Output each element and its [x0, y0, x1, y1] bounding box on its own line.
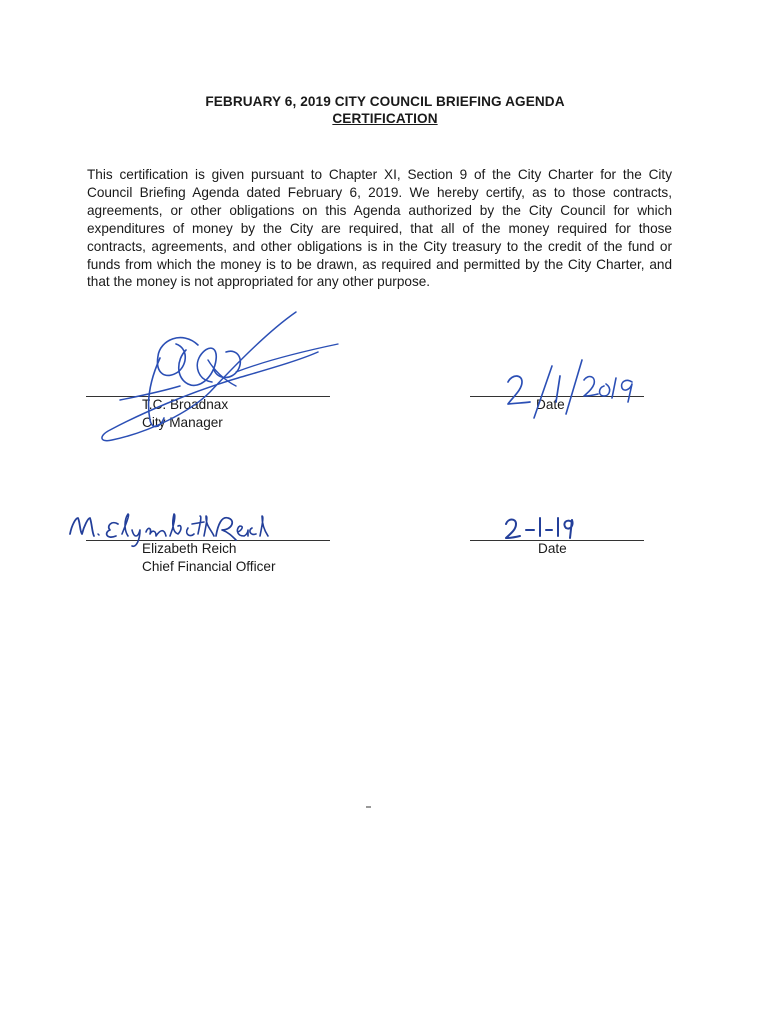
scan-speck [366, 806, 371, 808]
signer-name-city-manager: T.C. Broadnax [142, 397, 229, 412]
date-label-city-manager: Date [536, 397, 565, 412]
signer-name-cfo: Elizabeth Reich [142, 541, 237, 556]
certification-paragraph: This certification is given pursuant to Chapter XI, Section 9 of the City Charter for the City Council Briefing Agenda dated February 6, 2019. We hereby certify, as to those contracts, agreements, or other obligations on this Agenda authorized by the City Council for which expenditures of money by the City are required, that all of the money required for those contracts, agreements, and other obligations is in the City treasury to the credit of the fund or funds from which the money is to be drawn, as required and permitted by the City Charter, and that the money is not appropriated for any other purpose. [87, 167, 672, 290]
signer-title-cfo: Chief Financial Officer [142, 559, 276, 574]
document-title: FEBRUARY 6, 2019 CITY COUNCIL BRIEFING AGENDA [205, 94, 565, 109]
signer-title-city-manager: City Manager [142, 415, 223, 430]
date-label-cfo: Date [538, 541, 567, 556]
document-subtitle: CERTIFICATION [332, 111, 438, 126]
cfo-handwritten-date [506, 518, 573, 538]
city-manager-handwritten-date [508, 360, 632, 418]
